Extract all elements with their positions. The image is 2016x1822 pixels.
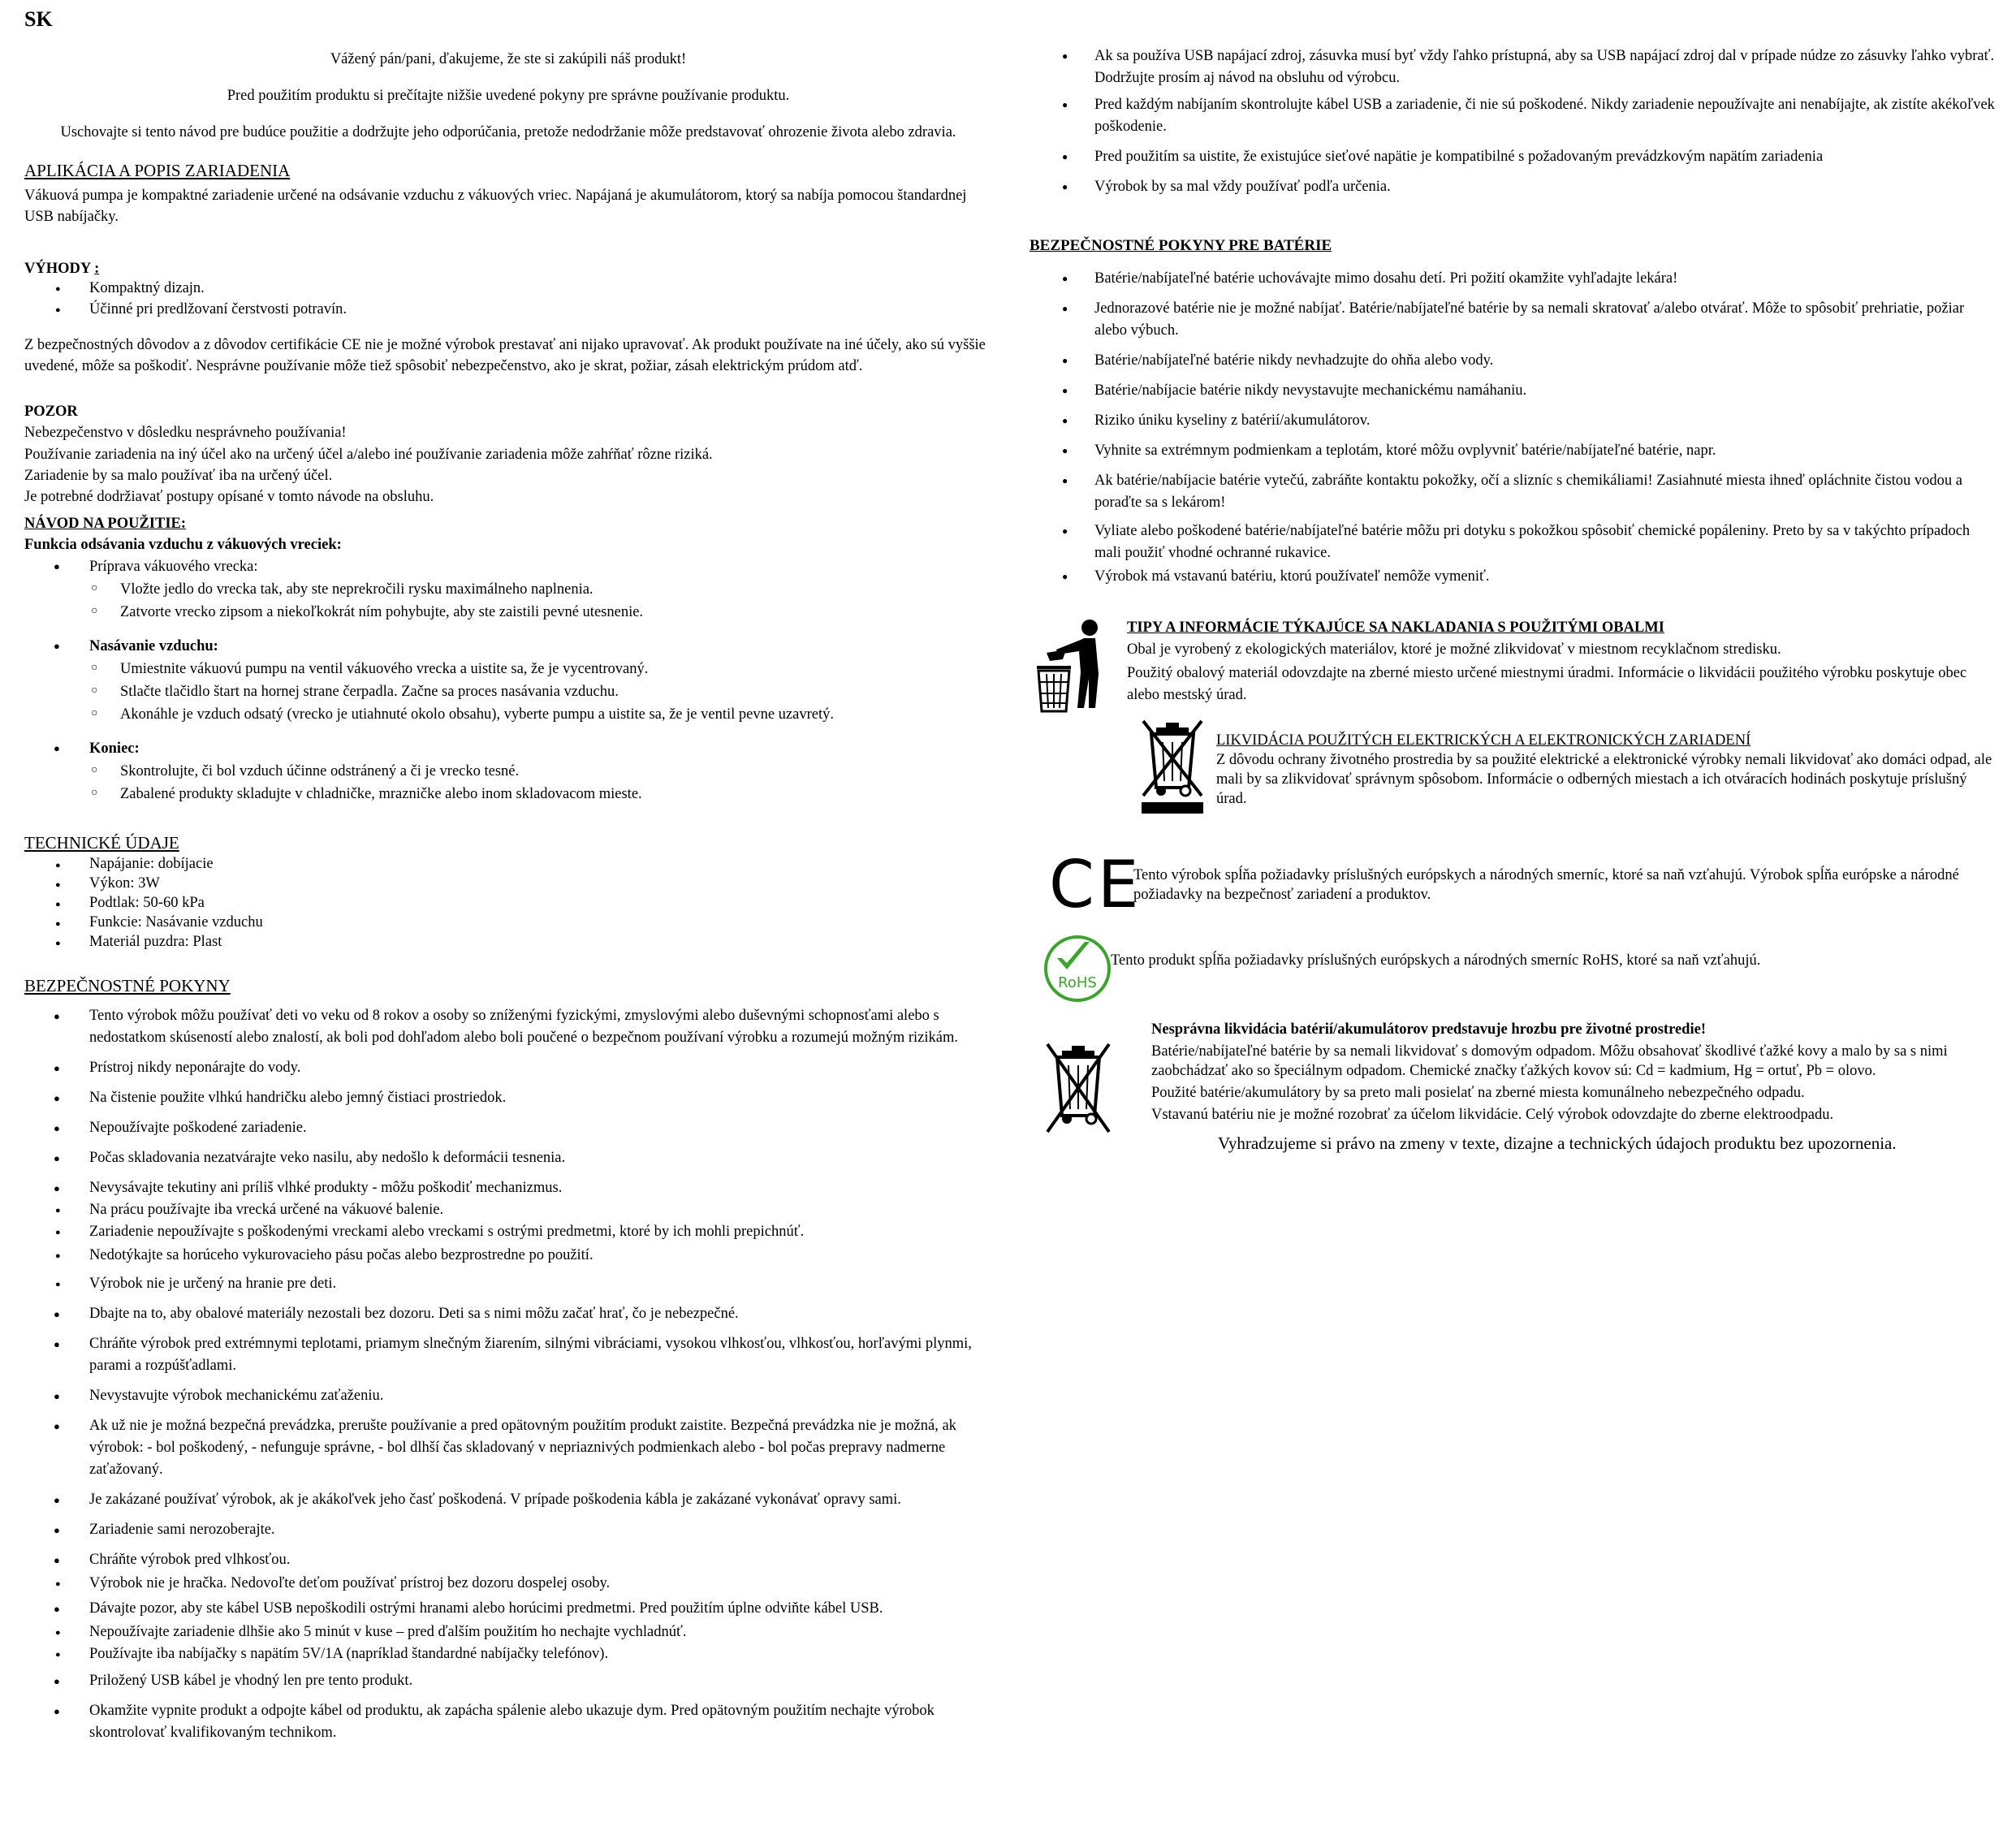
- list-item: ● Dbajte na to, aby obalové materiály nezostali bez dozoru. Deti sa s nimi môžu začať hrať, čo je nebezpečné.: [24, 1303, 991, 1325]
- list-item: ● Napájanie: dobíjacie: [24, 854, 982, 874]
- application-heading: APLIKÁCIA A POPIS ZARIADENIA: [24, 161, 291, 180]
- list-item: ● Nedotýkajte sa horúceho vykurovacieho pásu počas alebo bezprostredne po použití.: [24, 1245, 991, 1267]
- safety-list: [24, 1005, 991, 1744]
- battery-bin-icon: [1038, 1041, 1119, 1138]
- list-item: ● Nevysávajte tekutiny ani príliš vlhké produkty - môžu poškodiť mechanizmus.: [24, 1177, 991, 1199]
- rohs-text: Tento produkt spĺňa požiadavky príslušných európskych a národných smerníc RoHS, ktoré sa naň vzťahujú.: [1111, 952, 1761, 969]
- list-item: ● Výrobok nie je určený na hranie pre deti.: [24, 1273, 991, 1295]
- list-item: ● Účinné pri predlžovaní čerstvosti potravín.: [24, 299, 982, 320]
- weee-bin-icon: [1140, 718, 1205, 815]
- step-title: ● Príprava vákuového vrecka:: [24, 555, 982, 578]
- list-item: ● Priložený USB kábel je vhodný len pre tento produkt.: [24, 1670, 991, 1692]
- list-item: ● Výkon: 3W: [24, 874, 982, 893]
- list-item: ● Na čistenie použite vlhkú handričku alebo jemný čistiaci prostriedok.: [24, 1087, 991, 1109]
- packaging-heading: TIPY A INFORMÁCIE TÝKAJÚCE SA NAKLADANIA S POUŽITÝMI OBALMI: [1127, 620, 1664, 636]
- ce-logo: CE: [1049, 847, 1142, 922]
- application-text: Vákuová pumpa je kompaktné zariadenie určené na odsávanie vzduchu z vákuových vriec. Napájaná je akumulátorom, ktorý sa nabíja pomocou štandardnej USB nabíjačky.: [24, 188, 967, 226]
- step-item: ○ Skontrolujte, či bol vzduch účinne odstránený a či je vrecko tesné.: [24, 760, 982, 783]
- manual-subheading: Funkcia odsávania vzduchu z vákuových vreciek:: [24, 537, 342, 554]
- list-item: ● Prístroj nikdy neponárajte do vody.: [24, 1057, 991, 1079]
- list-item: ● Podtlak: 50-60 kPa: [24, 893, 982, 913]
- list-item: ● Pred použitím sa uistite, že existujúce sieťové napätie je kompatibilné s požadovaným prevádzkovým napätím zariadenia: [1030, 146, 1996, 168]
- advantages-list: [24, 278, 982, 321]
- packaging-line: Obal je vyrobený z ekologických materiálov, ktoré je možné zlikvidovať v miestnom recyklačnom stredisku.: [1127, 641, 1781, 658]
- right-safety-list: [1030, 45, 1996, 198]
- manual-heading: NÁVOD NA POUŽITIE:: [24, 516, 187, 532]
- manual-block: [24, 513, 992, 556]
- list-item: ● Okamžite vypnite produkt a odpojte kábel od produktu, ak zapácha spálenie alebo ukazuje dym. Pred opätovným použitím nechajte výrobok skontrolovať kvalifikovaným technikom.: [24, 1700, 991, 1744]
- trash-recycle-icon: [1034, 617, 1107, 713]
- intro-line-1: Vážený pán/pani, ďakujeme, že ste si zakúpili náš produkt!: [330, 51, 687, 67]
- warning-heading: POZOR: [24, 404, 78, 420]
- list-item: ● Ak batérie/nabíjacie batérie vytečú, zabráňte kontaktu pokožky, očí a slizníc s chemikáliami! Zasiahnuté miesta ihneď opláchnite čistou vodou a poraďte sa s lekárom!: [1030, 470, 1996, 514]
- tech-heading: TECHNICKÉ ÚDAJE: [24, 833, 179, 853]
- list-item: ● Kompaktný dizajn.: [24, 278, 982, 299]
- rohs-logo: [1043, 934, 1107, 999]
- list-item: ● Počas skladovania nezatvárajte veko nasilu, aby nedošlo k deformácii tesnenia.: [24, 1147, 991, 1169]
- step-item: ○ Akonáhle je vzduch odsatý (vrecko je utiahnuté okolo obsahu), vyberte pumpu a uistite sa, že je ventil pevne uzavretý.: [24, 703, 982, 726]
- list-item: ● Ak sa používa USB napájací zdroj, zásuvka musí byť vždy ľahko prístupná, aby sa USB napájací zdroj dal v prípade núdze zo zásuvky ľahko vybrať. Dodržujte prosím aj návod na obsluhu od výrobcu.: [1030, 45, 1996, 89]
- list-item: ● Výrobok nie je hračka. Nedovoľte deťom používať prístroj bez dozoru dospelej osoby.: [24, 1573, 991, 1595]
- list-item: ● Používajte iba nabíjačky s napätím 5V/1A (napríklad štandardné nabíjačky telefónov).: [24, 1643, 991, 1665]
- battery-list: [1030, 268, 1996, 588]
- tech-list: [24, 854, 982, 952]
- battery-disposal-line: Batérie/nabíjateľné batérie by sa nemali likvidovať s domovým odpadom. Môžu obsahovať škodlivé ťažké kovy a malo by sa s nimi zaobchádzať ako so špeciálnym odpadom. Chemické značky ťažkých kovov sú: Cd = kadmium, Hg = ortuť, Pb = olovo.: [1151, 1043, 1948, 1079]
- list-item: ● Nepoužívajte zariadenie dlhšie ako 5 minút v kuse – pred ďalším použitím ho nechajte vychladnúť.: [24, 1621, 991, 1643]
- warning-line: Zariadenie by sa malo používať iba na určený účel.: [24, 467, 333, 484]
- list-item: ● Výrobok má vstavanú batériu, ktorú používateľ nemôže vymeniť.: [1030, 566, 1996, 588]
- step-item: ○ Umiestnite vákuovú pumpu na ventil vákuového vrecka a uistite sa, že je vycentrovaný.: [24, 658, 982, 680]
- list-item: ● Funkcie: Nasávanie vzduchu: [24, 913, 982, 932]
- battery-heading: BEZPEČNOSTNÉ POKYNY PRE BATÉRIE: [1030, 237, 1332, 254]
- list-item: ● Pred každým nabíjaním skontrolujte kábel USB a zariadenie, či nie sú poškodené. Nikdy zariadenie nepoužívajte ani nenabíjajte, ak zistíte akékoľvek poškodenie.: [1030, 94, 1996, 138]
- list-item: ● Chráňte výrobok pred extrémnymi teplotami, priamym slnečným žiarením, silnými vibráciami, vysokou vlhkosťou, vlhkosťou, horľavými plynmi, parami a rozpúšťadlami.: [24, 1333, 991, 1377]
- battery-disposal-line: Vstavanú batériu nie je možné rozobrať za účelom likvidácie. Celý výrobok odovzdajte do zberne elektroodpadu.: [1151, 1107, 1834, 1123]
- step-title: ● Koniec:: [24, 737, 982, 760]
- step-item: ○ Zatvorte vrecko zipsom a niekoľkokrát ním pohybujte, aby ste zaistili pevné utesnenie.: [24, 601, 982, 624]
- intro-line-3: Uschovajte si tento návod pre budúce použitie a dodržujte jeho odporúčania, pretože nedodržanie môže predstavovať ohrozenie života alebo zdravia.: [60, 124, 956, 140]
- list-item: ● Zariadenie sami nerozoberajte.: [24, 1519, 991, 1541]
- ce-note: Z bezpečnostných dôvodov a z dôvodov certifikácie CE nie je možné výrobok prestavať ani nijako upravovať. Ak produkt používate na iné účely, ako sú vyššie uvedené, môže sa poškodiť. Nesprávne používanie môže tiež spôsobiť nebezpečenstvo, ako je skrat, požiar, zásah elektrickým prúdom atď.: [24, 337, 986, 375]
- warning-line: Nebezpečenstvo v dôsledku nesprávneho používania!: [24, 425, 347, 442]
- list-item: ● Je zakázané používať výrobok, ak je akákoľvek jeho časť poškodená. V prípade poškodenia kábla je zakázané vykonávať opravy sami.: [24, 1489, 991, 1511]
- list-item: ● Batérie/nabíjacie batérie nikdy nevystavujte mechanickému namáhaniu.: [1030, 380, 1996, 402]
- step-item: ○ Stlačte tlačidlo štart na hornej strane čerpadla. Začne sa proces nasávania vzduchu.: [24, 680, 982, 703]
- ce-text: Tento výrobok spĺňa požiadavky príslušných európskych a národných smerníc, ktoré sa naň vzťahujú. Výrobok spĺňa európske a národné požiadavky na bezpečnosť zariadení a produktov.: [1133, 867, 1959, 903]
- advantages-heading: VÝHODY :: [24, 261, 100, 277]
- list-item: ● Tento výrobok môžu používať deti vo veku od 8 rokov a osoby so zníženými fyzickými, zmyslovými alebo duševnými schopnosťami alebo s nedostatkom skúseností alebo znalostí, ak boli pod dohľadom alebo boli poučené o bezpečnom používaní výrobku a rozumejú možným rizikám.: [24, 1005, 991, 1049]
- warning-line: Je potrebné dodržiavať postupy opísané v tomto návode na obsluhu.: [24, 489, 434, 506]
- manual-steps: [24, 555, 982, 805]
- packaging-line: Použitý obalový materiál odovzdajte na zberné miesto určené miestnymi úradmi. Informácie o likvidácii použitého výrobku poskytuje obec alebo mestský úrad.: [1127, 665, 1967, 703]
- warning-line: Používanie zariadenia na iný účel ako na určený účel a/alebo iné používanie zariadenia môže zahŕňať rôzne riziká.: [24, 446, 713, 463]
- footer-note: Vyhradzujeme si právo na zmeny v texte, dizajne a technických údajoch produktu bez upozornenia.: [1218, 1133, 1897, 1153]
- list-item: ● Vyhnite sa extrémnym podmienkam a teplotám, ktoré môžu ovplyvniť batérie/nabíjateľné batérie, napr.: [1030, 440, 1996, 462]
- list-item: ● Chráňte výrobok pred vlhkosťou.: [24, 1549, 991, 1571]
- list-item: ● Riziko úniku kyseliny z batérií/akumulátorov.: [1030, 410, 1996, 432]
- step-item: ○ Vložte jedlo do vrecka tak, aby ste neprekročili rysku maximálneho naplnenia.: [24, 578, 982, 601]
- list-item: ● Zariadenie nepoužívajte s poškodenými vreckami alebo vreckami s ostrými predmetmi, ktoré by ich mohli prepichnúť.: [24, 1221, 991, 1243]
- intro-line-2: Pred použitím produktu si prečítajte nižšie uvedené pokyny pre správne používanie produktu.: [227, 88, 790, 104]
- list-item: ● Batérie/nabíjateľné batérie uchovávajte mimo dosahu detí. Pri požití okamžite vyhľadajte lekára!: [1030, 268, 1996, 290]
- list-item: ● Jednorazové batérie nie je možné nabíjať. Batérie/nabíjateľné batérie by sa nemali skratovať a/alebo otvárať. Môže to spôsobiť prehriatie, požiar alebo výbuch.: [1030, 298, 1996, 342]
- battery-disposal-heading: Nesprávna likvidácia batérií/akumulátorov predstavuje hrozbu pre životné prostredie!: [1151, 1021, 1706, 1038]
- warning-block: [24, 401, 992, 507]
- step-title: ● Nasávanie vzduchu:: [24, 635, 982, 658]
- list-item: ● Ak už nie je možná bezpečná prevádzka, prerušte používanie a pred opätovným použitím produkt zaistite. Bezpečná prevádzka nie je možná, ak výrobok: - bol poškodený, - nefunguje správne, - bol dlhší čas skladovaný v nepriaznivých podmienkach alebo - bol počas prepravy nadmerne zaťažovaný.: [24, 1415, 991, 1481]
- list-item: ● Výrobok by sa mal vždy používať podľa určenia.: [1030, 176, 1996, 198]
- list-item: ● Na prácu používajte iba vrecká určené na vákuové balenie.: [24, 1199, 991, 1221]
- weee-block: [1216, 731, 1996, 809]
- weee-heading: LIKVIDÁCIA POUŽITÝCH ELEKTRICKÝCH A ELEKTRONICKÝCH ZARIADENÍ: [1216, 732, 1751, 749]
- packaging-block: [1127, 617, 1996, 706]
- battery-disposal-block: [1151, 1020, 1996, 1125]
- list-item: ● Nepoužívajte poškodené zariadenie.: [24, 1117, 991, 1139]
- language-code: SK: [24, 7, 53, 31]
- list-item: ● Dávajte pozor, aby ste kábel USB nepoškodili ostrými hranami alebo horúcimi predmetmi. Pred použitím úplne odviňte kábel USB.: [24, 1598, 991, 1620]
- list-item: ● Materiál puzdra: Plast: [24, 932, 982, 952]
- list-item: ● Batérie/nabíjateľné batérie nikdy nevhadzujte do ohňa alebo vody.: [1030, 350, 1996, 372]
- step-item: ○ Zabalené produkty skladujte v chladničke, mrazničke alebo inom skladovacom mieste.: [24, 783, 982, 805]
- weee-text: Z dôvodu ochrany životného prostredia by sa použité elektrické a elektronické výrobky nemali likvidovať ako domáci odpad, ale mali by sa zlikvidovať správnym spôsobom. Informácie o odberných miestach a ich otváracích hodinách poskytuje príslušný úrad.: [1216, 752, 1992, 807]
- rohs-logo-text: RoHS: [1058, 974, 1097, 991]
- list-item: ● Nevystavujte výrobok mechanickému zaťaženiu.: [24, 1385, 991, 1407]
- battery-disposal-line: Použité batérie/akumulátory by sa preto mali posielať na zberné miesta komunálneho nebezpečného odpadu.: [1151, 1085, 1805, 1101]
- list-item: ● Vyliate alebo poškodené batérie/nabíjateľné batérie môžu pri dotyku s pokožkou spôsobiť chemické popáleniny. Preto by sa v takýchto prípadoch mali použiť vhodné ochranné rukavice.: [1030, 520, 1996, 564]
- safety-heading: BEZPEČNOSTNÉ POKYNY: [24, 976, 231, 995]
